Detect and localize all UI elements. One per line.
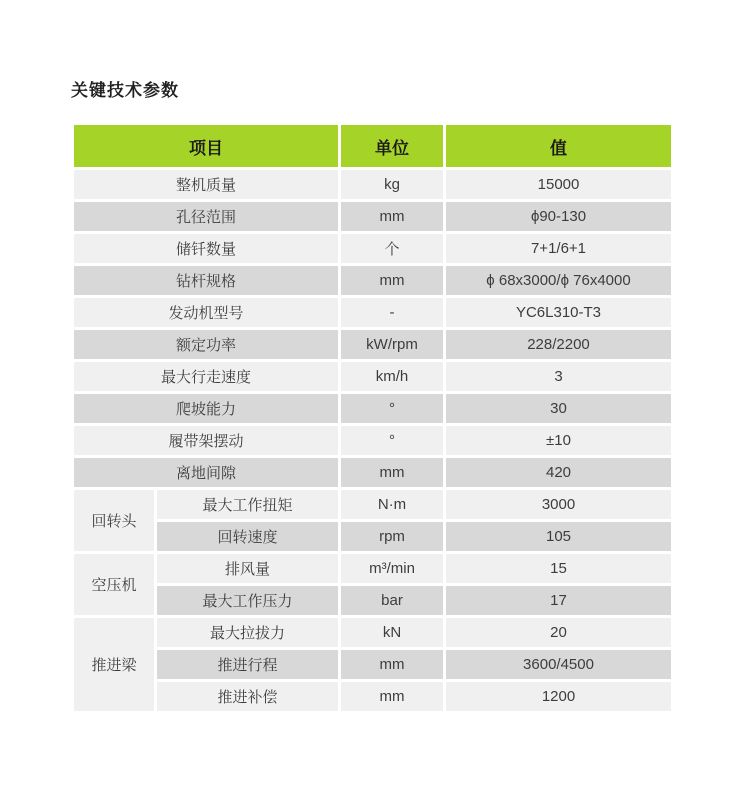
item-cell: 最大工作扭矩: [156, 489, 340, 521]
item-cell: 推进补偿: [156, 681, 340, 713]
item-cell: 最大工作压力: [156, 585, 340, 617]
group-cell: 空压机: [73, 553, 156, 617]
value-cell: 3: [445, 361, 673, 393]
table-row: [73, 361, 673, 393]
unit-cell: kN: [340, 617, 445, 649]
item-cell: 额定功率: [73, 329, 340, 361]
unit-cell: rpm: [340, 521, 445, 553]
value-cell: 15000: [445, 169, 673, 201]
value-cell: 7+1/6+1: [445, 233, 673, 265]
unit-cell: m³/min: [340, 553, 445, 585]
item-cell: 储钎数量: [73, 233, 340, 265]
value-cell: 105: [445, 521, 673, 553]
unit-cell: bar: [340, 585, 445, 617]
table-row: [73, 329, 673, 361]
value-cell: 1200: [445, 681, 673, 713]
item-cell: 回转速度: [156, 521, 340, 553]
table-row: [73, 265, 673, 297]
table-header-row: [73, 124, 673, 169]
item-cell: 发动机型号: [73, 297, 340, 329]
group-cell: 推进梁: [73, 617, 156, 713]
unit-cell: -: [340, 297, 445, 329]
unit-cell: kW/rpm: [340, 329, 445, 361]
item-cell: 履带架摆动: [73, 425, 340, 457]
page-title: 关键技术参数: [71, 81, 179, 100]
item-cell: 排风量: [156, 553, 340, 585]
value-cell: 3000: [445, 489, 673, 521]
value-cell: 228/2200: [445, 329, 673, 361]
table-row: [73, 233, 673, 265]
table-row: [73, 521, 673, 553]
item-cell: 最大行走速度: [73, 361, 340, 393]
header-unit: 单位: [340, 124, 445, 169]
group-cell: 回转头: [73, 489, 156, 553]
table-row: [73, 585, 673, 617]
unit-cell: 个: [340, 233, 445, 265]
value-cell: 20: [445, 617, 673, 649]
value-cell: 30: [445, 393, 673, 425]
table-row: [73, 649, 673, 681]
table-row: [73, 297, 673, 329]
table-row: [73, 393, 673, 425]
table-row: [73, 617, 673, 649]
table-row: [73, 457, 673, 489]
unit-cell: mm: [340, 457, 445, 489]
item-cell: 推进行程: [156, 649, 340, 681]
unit-cell: °: [340, 393, 445, 425]
table-row: [73, 425, 673, 457]
unit-cell: °: [340, 425, 445, 457]
table-row: [73, 553, 673, 585]
value-cell: ϕ90-130: [445, 201, 673, 233]
table-row: [73, 169, 673, 201]
item-cell: 爬坡能力: [73, 393, 340, 425]
table-row: [73, 681, 673, 713]
value-cell: 17: [445, 585, 673, 617]
value-cell: ϕ 68x3000/ϕ 76x4000: [445, 265, 673, 297]
unit-cell: N·m: [340, 489, 445, 521]
item-cell: 钻杆规格: [73, 265, 340, 297]
unit-cell: kg: [340, 169, 445, 201]
value-cell: ±10: [445, 425, 673, 457]
item-cell: 孔径范围: [73, 201, 340, 233]
item-cell: 离地间隙: [73, 457, 340, 489]
table-row: [73, 201, 673, 233]
header-value: 值: [445, 124, 673, 169]
unit-cell: mm: [340, 681, 445, 713]
table-row: [73, 489, 673, 521]
header-item: 项目: [73, 124, 340, 169]
item-cell: 最大拉拔力: [156, 617, 340, 649]
item-cell: 整机质量: [73, 169, 340, 201]
unit-cell: km/h: [340, 361, 445, 393]
unit-cell: mm: [340, 649, 445, 681]
value-cell: 420: [445, 457, 673, 489]
spec-table: [71, 122, 674, 714]
value-cell: YC6L310-T3: [445, 297, 673, 329]
value-cell: 3600/4500: [445, 649, 673, 681]
value-cell: 15: [445, 553, 673, 585]
unit-cell: mm: [340, 265, 445, 297]
unit-cell: mm: [340, 201, 445, 233]
